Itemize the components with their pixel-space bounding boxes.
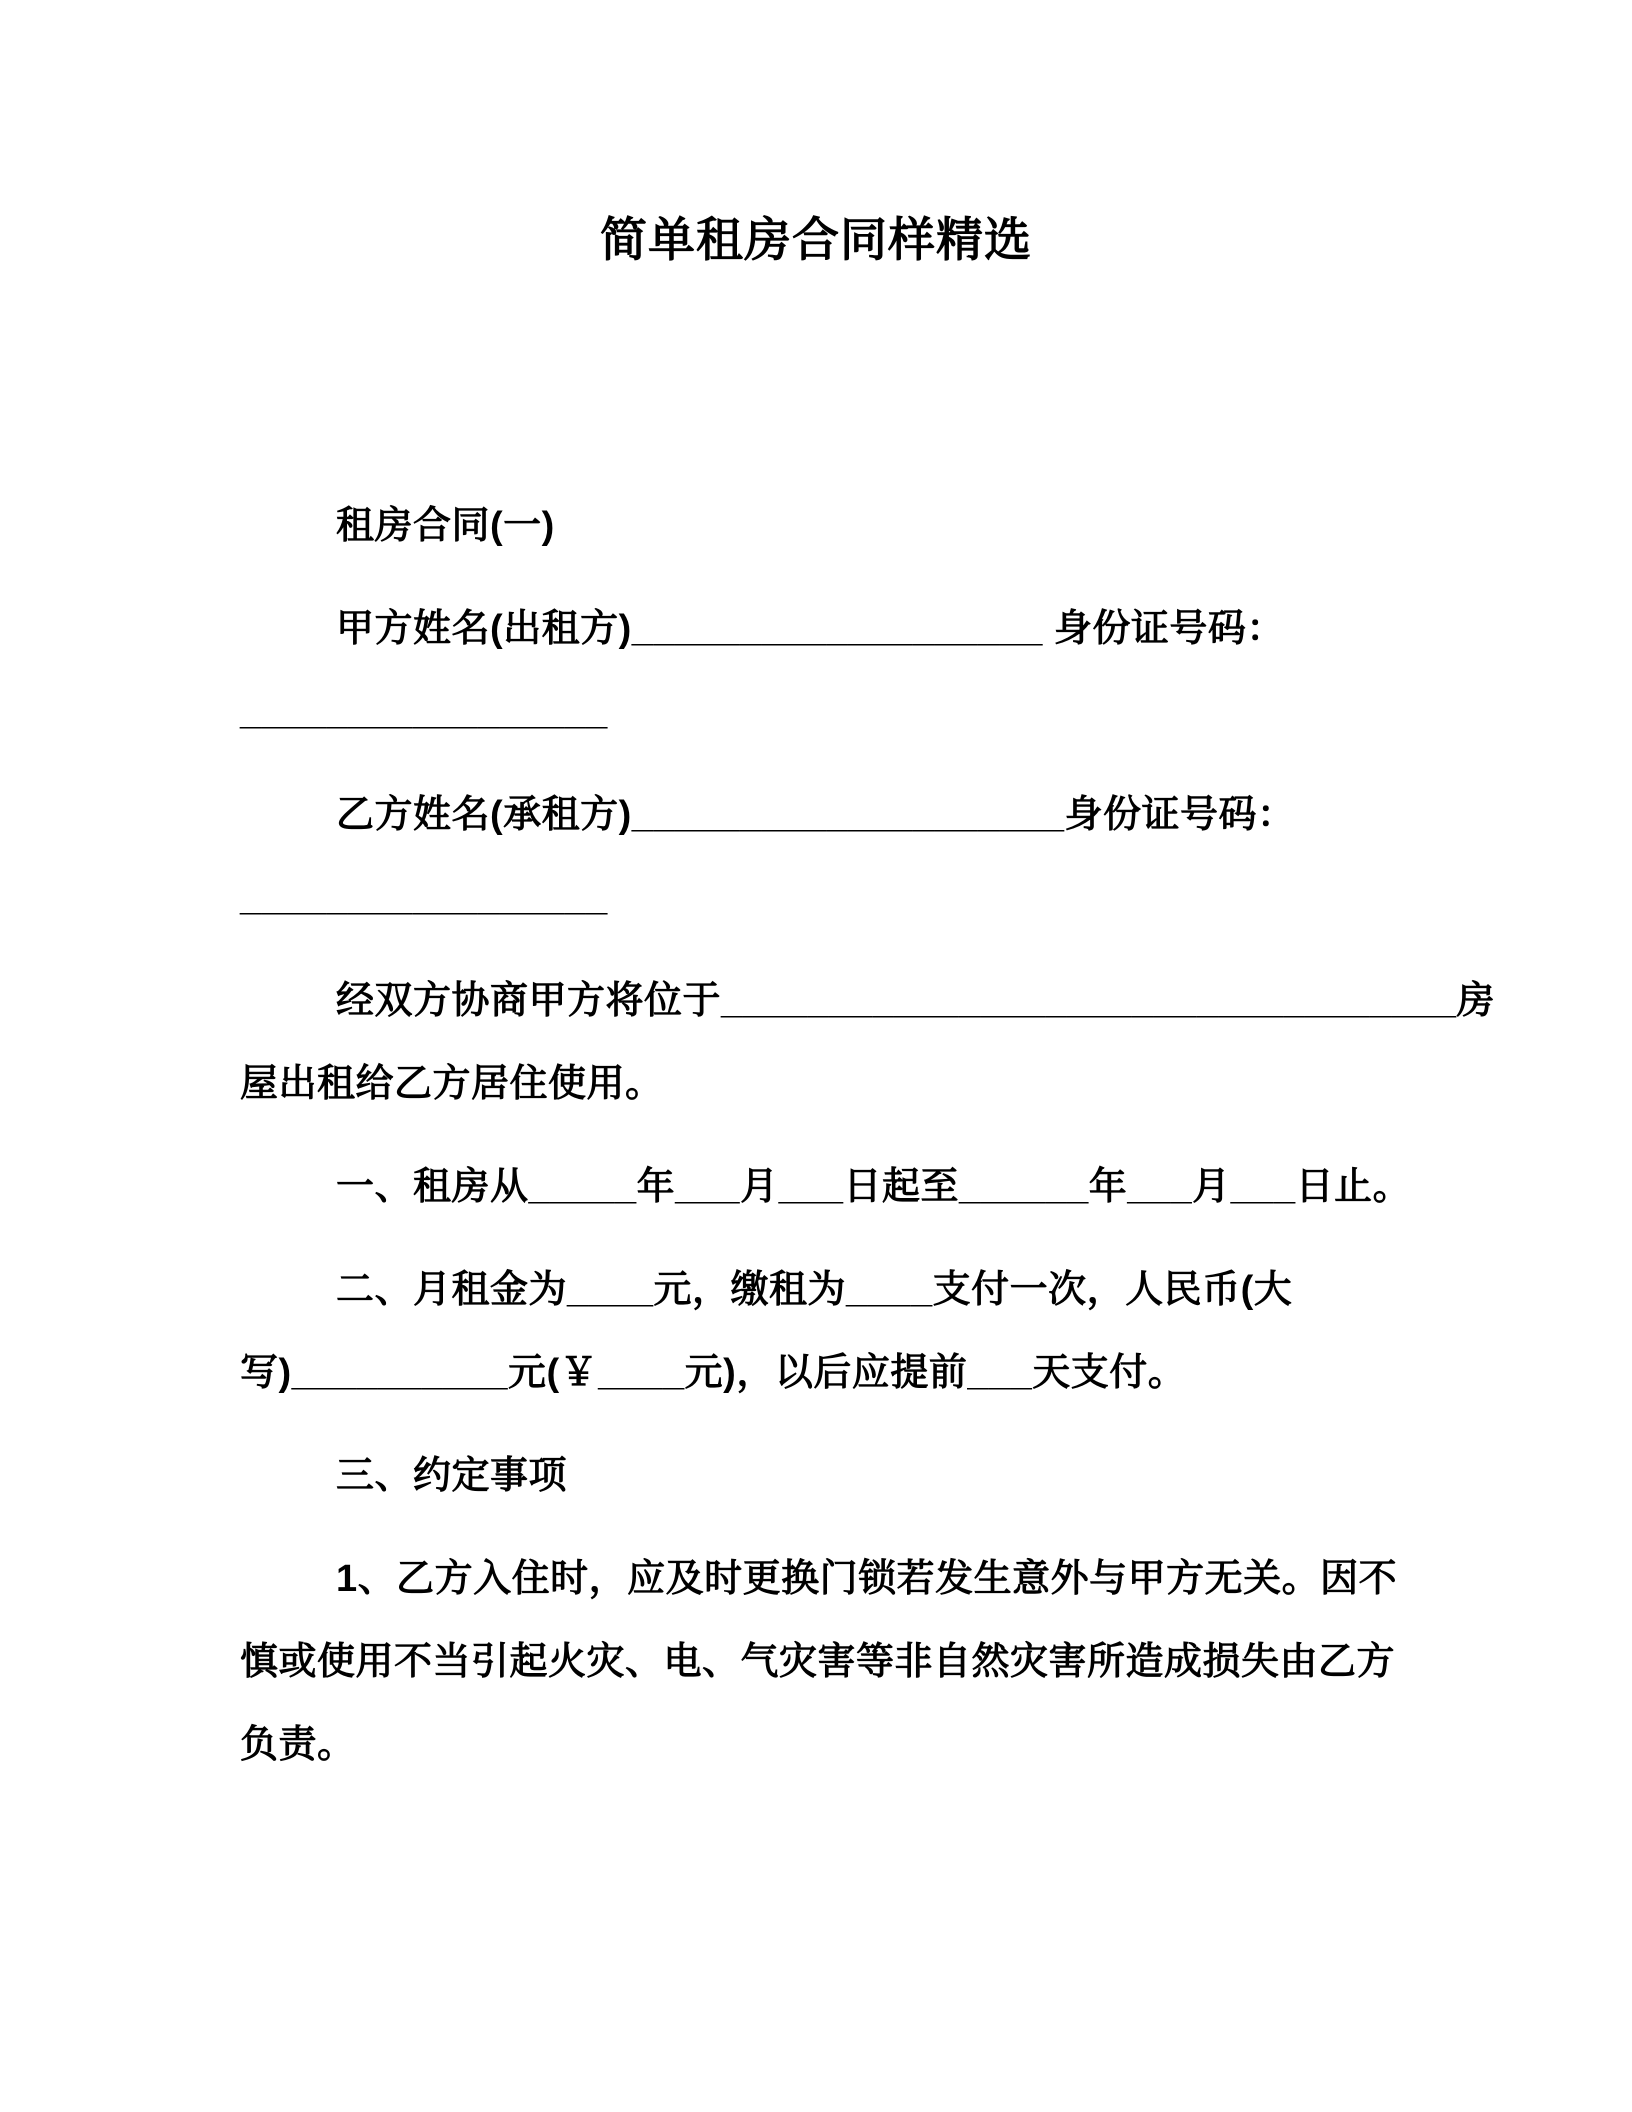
paragraph <box>240 1146 1432 1229</box>
paragraph <box>240 1249 1432 1415</box>
paragraph <box>240 960 1496 1126</box>
text-line: 甲方姓名(出租方)___________________ 身份证号码： <box>336 608 1285 650</box>
document-body <box>240 485 1496 1787</box>
text-line: 1、乙方入住时，应及时更换门锁若发生意外与甲方无关。因不 <box>336 1558 1398 1600</box>
paragraph <box>240 1538 1432 1787</box>
paragraph <box>240 588 1432 754</box>
paragraph <box>240 485 1432 568</box>
text-line: 写)__________元(￥____元)，以后应提前___天支付。 <box>240 1352 1187 1394</box>
paragraph <box>240 1435 1432 1518</box>
text-line: 经双方协商甲方将位于__________________________________房 <box>336 980 1496 1022</box>
document-title: 简单租房合同样精选 <box>600 213 1032 266</box>
text-line: 乙方姓名(承租方)____________________身份证号码： <box>336 794 1296 836</box>
text-line: 负责。 <box>240 1724 356 1766</box>
text-line: 二、月租金为____元，缴租为____支付一次，人民币(大 <box>336 1269 1293 1311</box>
paragraph <box>240 774 1432 940</box>
text-line: 一、租房从_____年___月___日起至______年___月___日止。 <box>336 1166 1412 1208</box>
text-line: _________________ <box>240 877 608 919</box>
text-line: 三、约定事项 <box>336 1455 568 1497</box>
text-line: 慎或使用不当引起火灾、电、气灾害等非自然灾害所造成损失由乙方 <box>240 1641 1396 1683</box>
text-line: 屋出租给乙方居住使用。 <box>240 1063 664 1105</box>
text-line: 租房合同(一) <box>336 505 555 547</box>
text-line: _________________ <box>240 691 608 733</box>
